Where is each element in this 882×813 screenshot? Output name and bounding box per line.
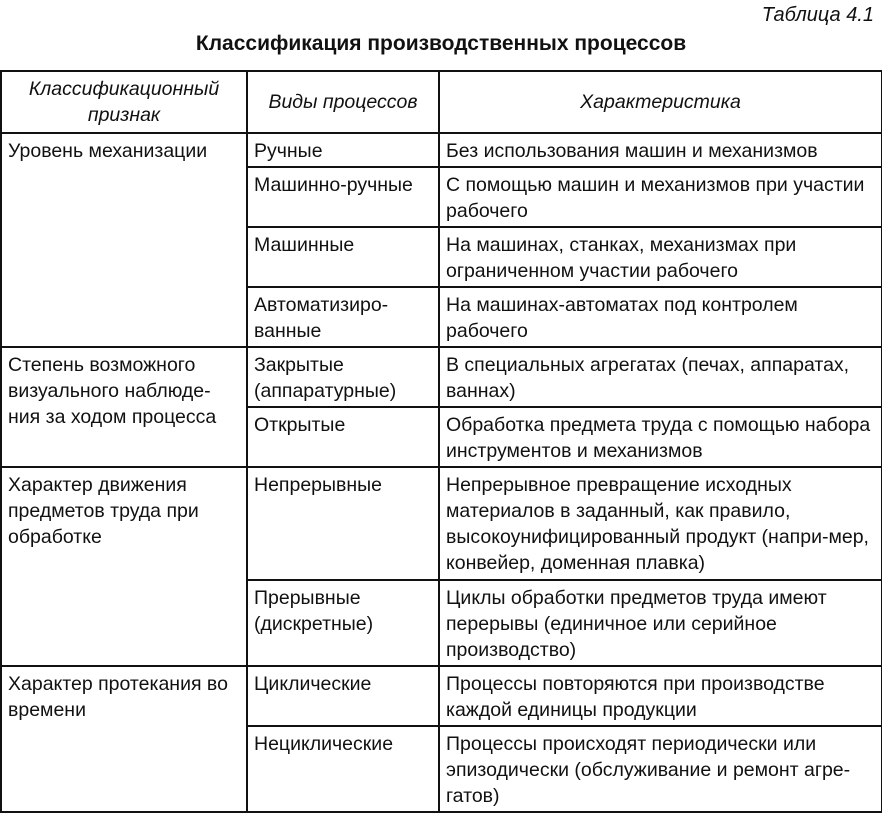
header-criterion: Классификационный признак xyxy=(1,71,247,133)
table-row xyxy=(1,467,882,580)
description-cell: Без использования машин и механизмов xyxy=(439,133,882,167)
criterion-cell: Характер движения предметов труда при обработке xyxy=(1,467,247,666)
header-characteristic: Характеристика xyxy=(439,71,882,133)
description-cell: На машинах-автоматах под контролем рабочего xyxy=(439,287,882,347)
header-row xyxy=(1,71,882,133)
description-cell: Процессы происходят периодически или эпизодически (обслуживание и ремонт агре-гатов) xyxy=(439,726,882,812)
classification-table xyxy=(0,70,882,813)
process-type-cell: Прерывные (дискретные) xyxy=(247,580,439,666)
process-type-cell: Закрытые (аппаратурные) xyxy=(247,347,439,407)
process-type-cell: Циклические xyxy=(247,666,439,726)
criterion-cell: Уровень механизации xyxy=(1,133,247,347)
process-type-cell: Непрерывные xyxy=(247,467,439,580)
process-type-cell: Машинно-ручные xyxy=(247,167,439,227)
header-process-type: Виды процессов xyxy=(247,71,439,133)
criterion-cell: Степень возможного визуального наблюде-ния за ходом процесса xyxy=(1,347,247,467)
description-cell: Непрерывное превращение исходных материалов в заданный, как правило, высокоунифицированный продукт (напри-мер, конвейер, доменная плавка) xyxy=(439,467,882,580)
description-cell: Циклы обработки предметов труда имеют перерывы (единичное или серийное производство) xyxy=(439,580,882,666)
process-type-cell: Открытые xyxy=(247,407,439,467)
table-row xyxy=(1,666,882,726)
process-type-cell: Автоматизиро-ванные xyxy=(247,287,439,347)
description-cell: Процессы повторяются при производстве каждой единицы продукции xyxy=(439,666,882,726)
description-cell: С помощью машин и механизмов при участии рабочего xyxy=(439,167,882,227)
description-cell: В специальных агрегатах (печах, аппаратах, ваннах) xyxy=(439,347,882,407)
criterion-cell: Характер протекания во времени xyxy=(1,666,247,812)
table-body xyxy=(1,133,882,812)
description-cell: На машинах, станках, механизмах при ограниченном участии рабочего xyxy=(439,227,882,287)
table-row xyxy=(1,347,882,407)
process-type-cell: Ручные xyxy=(247,133,439,167)
process-type-cell: Нециклические xyxy=(247,726,439,812)
table-caption: Классификация производственных процессов xyxy=(195,32,687,55)
process-type-cell: Машинные xyxy=(247,227,439,287)
table-row xyxy=(1,133,882,167)
table-number: Таблица 4.1 xyxy=(761,4,874,26)
description-cell: Обработка предмета труда с помощью набора инструментов и механизмов xyxy=(439,407,882,467)
